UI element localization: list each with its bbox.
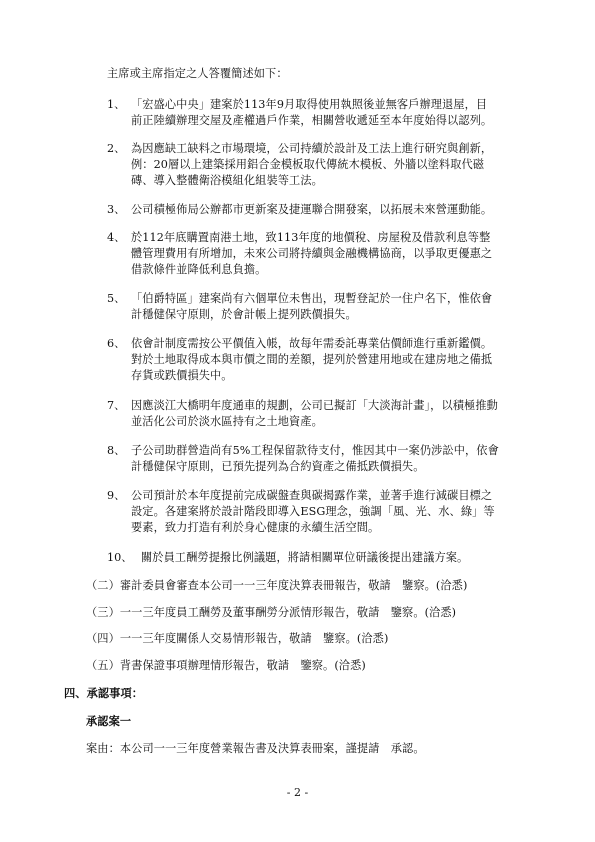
answer-line: 依會計制度需按公平價值入帳，故每年需委託專業估價師進行重新鑑價。 <box>131 337 493 350</box>
answer-line: 計穩健保守原則，於會計帳上提列跌價損失。 <box>131 308 357 321</box>
answer-number: 3、 <box>107 203 126 216</box>
answer-line: 關於員工酬勞提撥比例議題，將請相關單位研議後提出建議方案。 <box>141 551 469 564</box>
answer-number: 4、 <box>107 231 126 244</box>
answer-line: 體管理費用有所增加，未來公司將持續與金融機構協商，以爭取更優惠之 <box>131 247 493 260</box>
answer-line: 例：20層以上建築採用鋁合金模板取代傳統木模板、外牆以塗料取代磁 <box>131 158 485 171</box>
proposal-title: 承認案一 <box>86 714 132 728</box>
answer-line: 「伯爵特區」建案尚有六個單位未售出，現暫登記於一住户名下，惟依會 <box>131 292 493 305</box>
answer-line: 子公司助群營造尚有5%工程保留款待支付，惟因其中一案仍涉訟中，依會 <box>131 444 499 457</box>
report-item: （三）一一三年度員工酬勞及董事酬勞分派情形報告，敬請 鑒察。(洽悉) <box>86 606 457 619</box>
intro-text: 主席或主席指定之人答覆簡述如下： <box>107 67 288 80</box>
report-item: （四）一一三年度關係人交易情形報告，敬請 鑒察。(洽悉) <box>86 632 389 645</box>
section-heading: 四、承認事項： <box>64 686 144 700</box>
answer-line: 「宏盛心中央」建案於113年9月取得使用執照後並無客戶辦理退屋，目 <box>131 98 488 111</box>
answer-line: 因應淡江大橋明年度通車的規劃，公司已擬訂「大淡海計畫」，以積極推動 <box>131 399 498 412</box>
answer-line: 計穩健保守原則，已預先提列為合約資產之備抵跌價損失。 <box>131 460 425 473</box>
report-item: （二）審計委員會審查本公司一一三年度決算表冊報告，敬請 鑒察。(洽悉) <box>86 579 468 592</box>
report-item: （五）背書保證事項辦理情形報告，敬請 鑒察。(洽悉) <box>86 659 366 672</box>
answer-line: 並活化公司於淡水區持有之土地資產。 <box>131 415 323 428</box>
answer-line: 為因應缺工缺料之市場環境，公司持續於設計及工法上進行研究與創新， <box>131 142 493 155</box>
answer-line: 要素，致力打造有利於身心健康的永續生活空間。 <box>131 521 380 534</box>
answer-number: 8、 <box>107 444 126 457</box>
answer-line: 設定。各建案將於設計階段即導入ESG理念，強調「風、光、水、綠」等 <box>131 505 495 518</box>
answer-line: 前正陸續辦理交屋及產權過戶作業，相關營收遞延至本年度始得以認列。 <box>131 114 493 127</box>
answer-line: 公司預計於本年度提前完成碳盤查與碳揭露作業，並著手進行減碳目標之 <box>131 489 493 502</box>
answer-number: 10、 <box>107 551 133 564</box>
answer-line: 借款條件並降低利息負擔。 <box>131 263 267 276</box>
answer-line: 公司積極佈局公辦都市更新案及捷運聯合開發案，以拓展未來營運動能。 <box>131 203 493 216</box>
answer-line: 於112年底購置南港土地，致113年度的地價稅、房屋稅及借款利息等整 <box>131 231 491 244</box>
answer-number: 9、 <box>107 489 126 502</box>
answer-number: 5、 <box>107 292 126 305</box>
answer-number: 2、 <box>107 142 126 155</box>
answer-number: 7、 <box>107 399 126 412</box>
proposal-text: 案由：本公司一一三年度營業報告書及決算表冊案，謹提請 承認。 <box>86 742 425 755</box>
answer-line: 對於土地取得成本與市價之間的差額，提列於營建用地或在建房地之備抵 <box>131 353 493 366</box>
page-number: - 2 - <box>286 786 309 799</box>
answer-number: 1、 <box>107 98 126 111</box>
answer-line: 存貨或跌價損失中。 <box>131 369 233 382</box>
answer-number: 6、 <box>107 337 126 350</box>
answer-line: 磚、導入整體衛浴模組化組裝等工法。 <box>131 174 323 187</box>
